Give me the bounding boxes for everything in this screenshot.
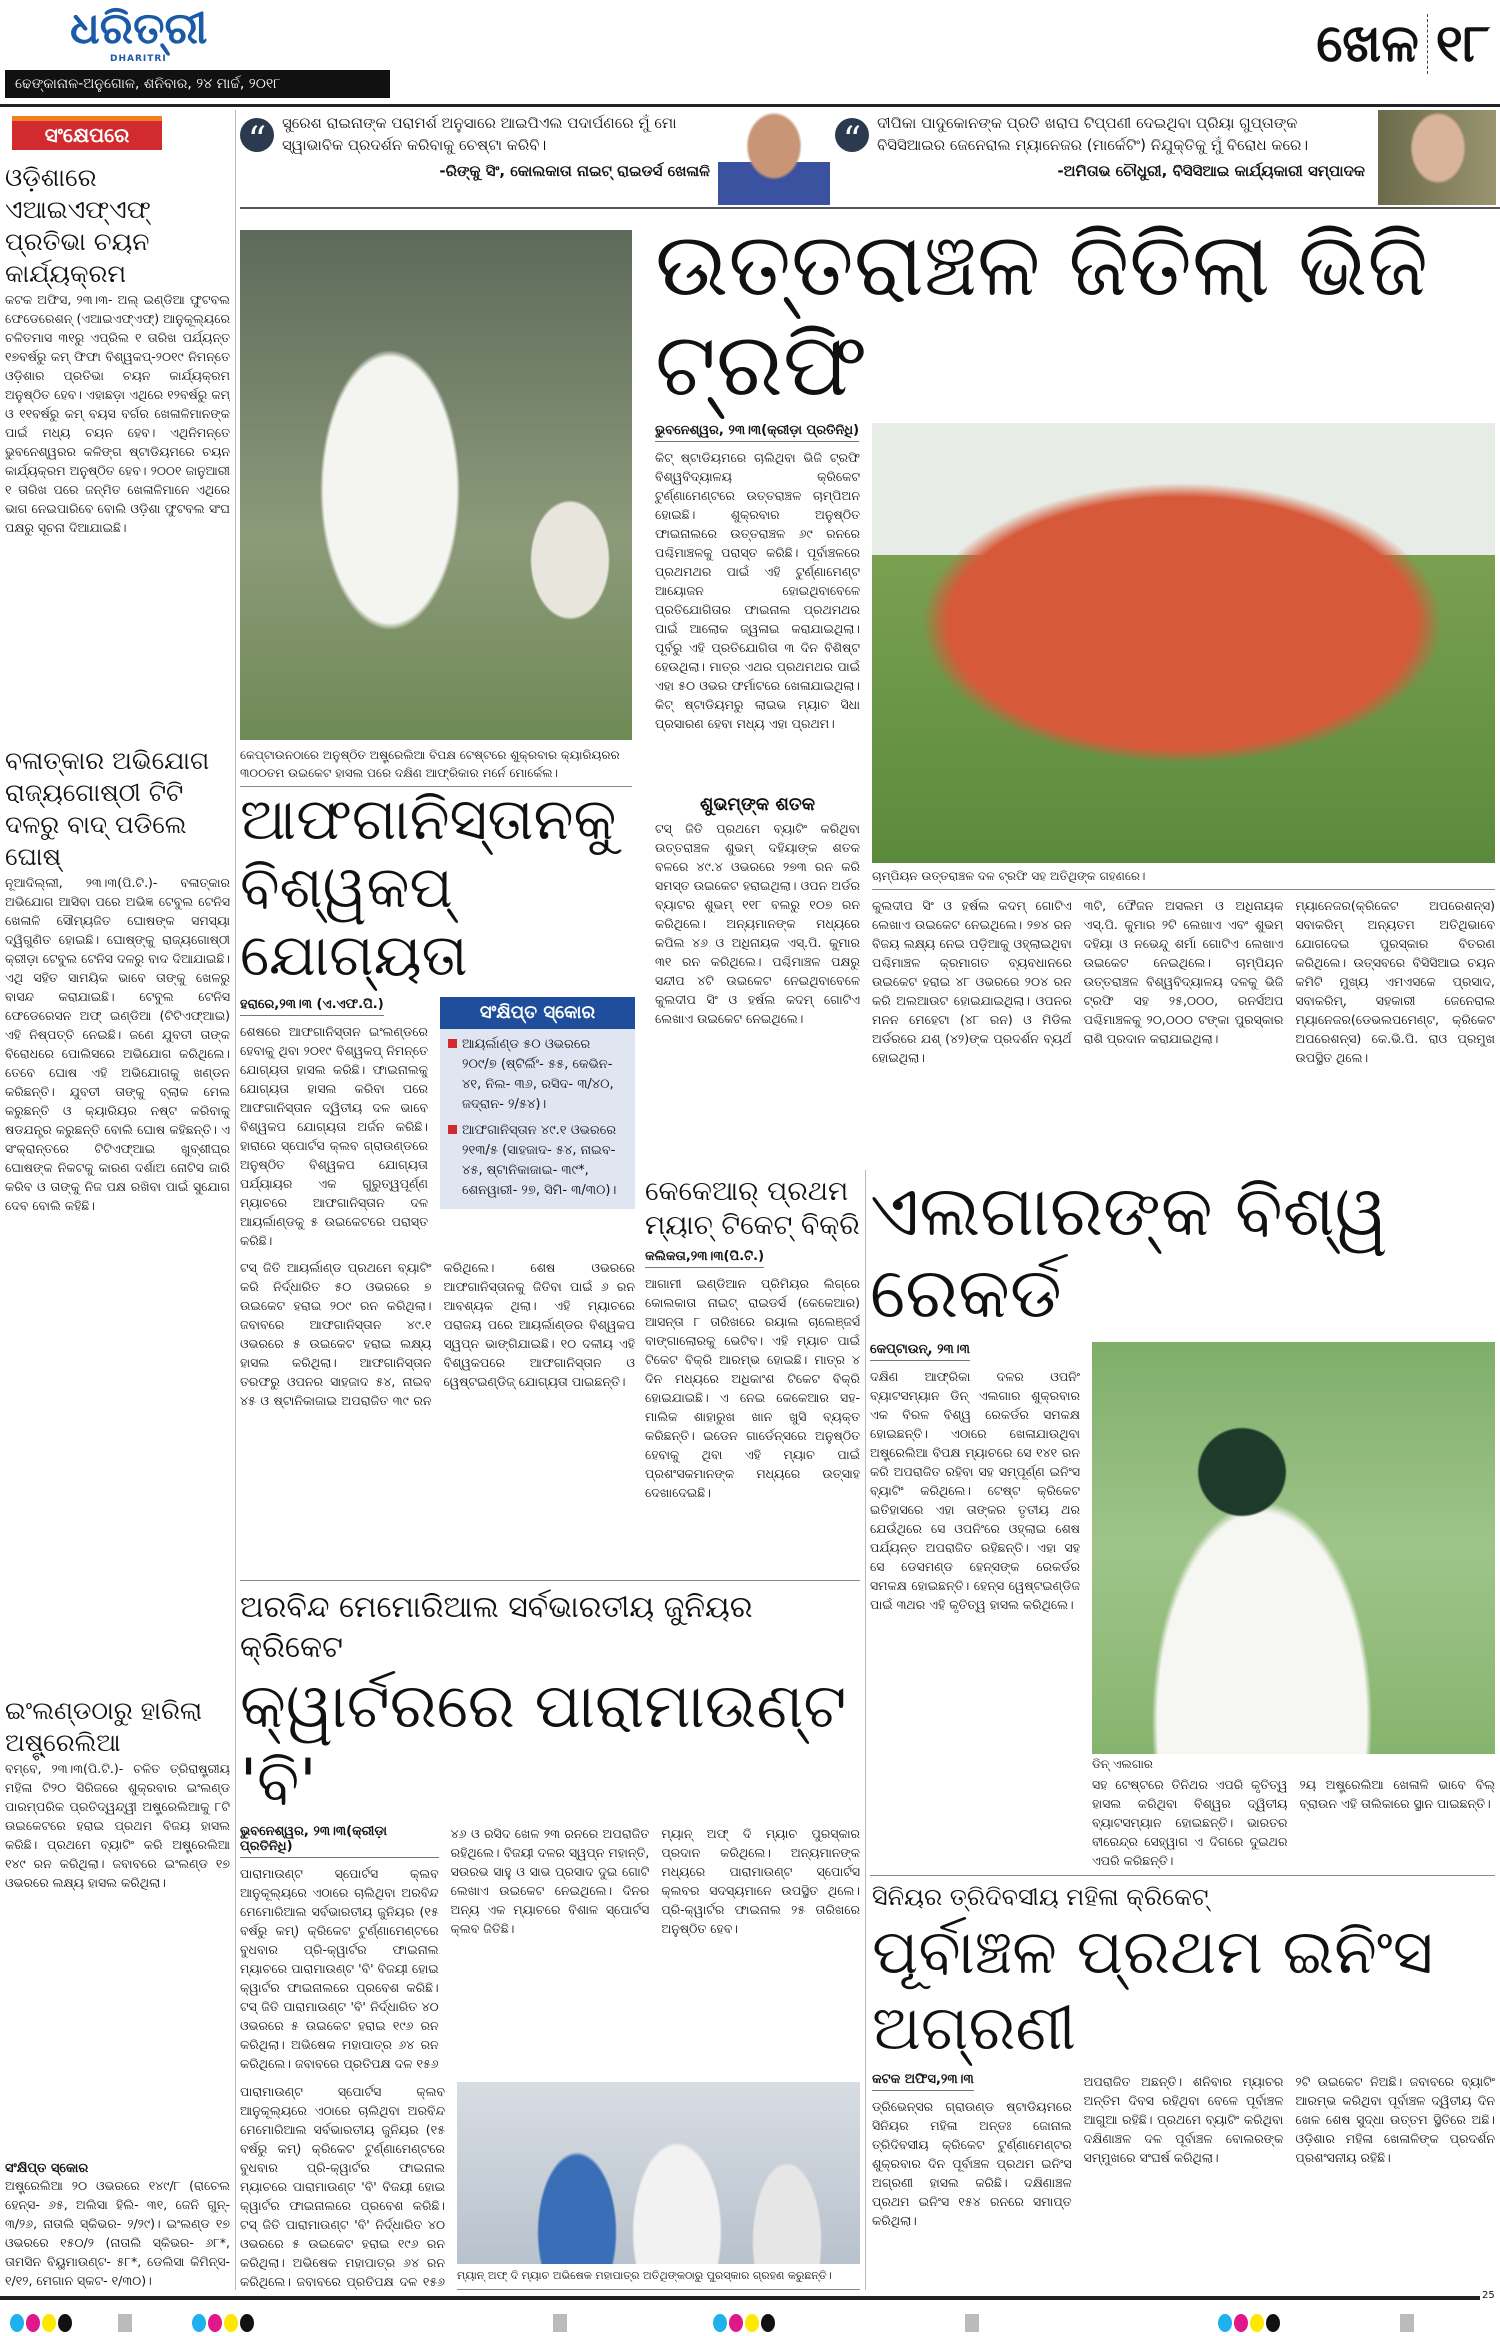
women-story bbox=[872, 1880, 1495, 2290]
elgar-article: କେପ୍‌ଟାଉନ୍, ୨୩।୩ ଦକ୍ଷିଣ ଆଫ୍ରିକା ଦଳର ଓପନିଂ ବ୍ୟାଟସମ୍ୟାନ ଡିନ୍ ଏଲଗାର ଶୁକ୍ରବାର ଏକ ବିରଳ ବିଶ୍ୱ ରେକର୍ଡର ସମକକ୍ଷ ହୋଇଛନ୍ତି। ଏଠାରେ ଖେଳାଯାଉଥିବା ଅଷ୍ଟ୍ରେଲିଆ ବିପକ୍ଷ ମ୍ୟାଚରେ ସେ ୧୪୧ ରନ କରି ଅପରାଜିତ ରହିବା ସହ ସମ୍ପୂର୍ଣ୍ଣ ଇନିଂସ ବ୍ୟାଟିଂ କରିଥିଲେ। ଟେଷ୍ଟ କ୍ରିକେଟ ଇତିହାସରେ ଏହା ତାଙ୍କର ତୃତୀୟ ଥର ଯେଉଁଥିରେ ସେ ଓପନିଂରେ ଓହ୍ଲାଇ ଶେଷ ପର୍ଯ୍ୟନ୍ତ ଅପରାଜିତ ରହିଛନ୍ତି। ଏହା ସହ ସେ ଡେସମଣ୍ଡ ହେନ୍ସଙ୍କ ରେକର୍ଡର ସମକକ୍ଷ ହୋଇଛନ୍ତି। ହେନ୍ସ ୱେଷ୍ଟଇଣ୍ଡିଜ ପାଇଁ ୩ଥର ଏହି କୃତିତ୍ୱ ହାସଲ କରିଥିଲେ। bbox=[870, 1342, 1080, 1612]
quote-amitabh: “ ଦୀପିକା ପାଦୁକୋନଙ୍କ ପ୍ରତି ଖରାପ ଟିପ୍ପଣୀ ଦେଇଥିବା ପ୍ରିୟା ଗୁପ୍ତାଙ୍କ ବିସିସିଆଇର ଜେନେରାଲ ମ୍ୟାନେଜର (ମାର୍କେଟିଂ) ନିଯୁକ୍ତିକୁ ମୁଁ ବିରୋଧ କରେ। -ଅମିତାଭ ଚୌଧୁରୀ, ବିସିସିଆଇ କାର୍ଯ୍ୟକାରୀ ସମ୍ପାଦକ bbox=[835, 112, 1365, 182]
kkr-headline: କେକେଆର୍ ପ୍ରଥମ ମ୍ୟାଚ୍ ଟିକେଟ୍ ବିକ୍ରି bbox=[645, 1176, 860, 1241]
page-number: ୧୮ bbox=[1435, 14, 1490, 74]
column-rule bbox=[235, 110, 236, 2290]
aurobindo-headline: କ୍ୱାର୍ଟରରେ ପାରାମାଉଣ୍ଟ 'ବି' bbox=[240, 1669, 847, 1818]
quote-rinku: “ ସୁରେଶ ରାଇନାଙ୍କ ପରାମର୍ଶ ଅନୁସାରେ ଆଇପିଏଲ ପଦାର୍ପଣରେ ମୁଁ ମୋ ସ୍ୱାଭାବିକ ପ୍ରଦର୍ଶନ କରିବାକୁ ଚେଷ୍ଟା କରିବି। -ରିଙ୍କୁ ସିଂ, କୋଲକାତା ନାଇଟ୍ ରାଇଡର୍ସ ଖେଳାଳି bbox=[240, 112, 710, 182]
footer-rule bbox=[0, 2296, 1480, 2300]
award-photo bbox=[457, 2082, 860, 2264]
registration-marks bbox=[192, 2314, 256, 2336]
afghan-article-cont: ଟସ୍ ଜିତି ଆୟର୍ଲାଣ୍ଡ ପ୍ରଥମେ ବ୍ୟାଟିଂ କରି ନିର୍ଦ୍ଧାରିତ ୫୦ ଓଭରରେ ୭ ଉଇକେଟ ହରାଇ ୨୦୯ ରନ କରିଥିଲା। ଜବାବରେ ଆଫଗାନିସ୍ତାନ ୪୯.୧ ଓଭରରେ ୫ ଉଇକେଟ ହରାଇ ଲକ୍ଷ୍ୟ ହାସଲ କରିଥିଲା। ଆଫଗାନିସ୍ତାନ ତରଫରୁ ଓପନର ସାହଜାଦ ୫୪, ନାଇବ ୪୫ ଓ ଷ୍ଟାନିକାଜାଇ ଅପରାଜିତ ୩୯ ରନ କରିଥିଲେ। ଶେଷ ଓଭରରେ ଆଫଗାନିସ୍ତାନକୁ ଜିତିବା ପାଇଁ ୬ ରନ ଆବଶ୍ୟକ ଥିଲା। ଏହି ମ୍ୟାଚରେ ପରାଜୟ ପରେ ଆୟର୍ଲାଣ୍ଡର ବିଶ୍ୱକପ ସ୍ୱପ୍ନ ଭାଙ୍ଗିଯାଇଛି। ୧୦ ଦଳୀୟ ଏହି ବିଶ୍ୱକପରେ ଆଫଗାନିସ୍ତାନ ଓ ୱେଷ୍ଟଇଣ୍ଡିଜ୍ ଯୋଗ୍ୟତା ପାଇଛନ୍ତି। bbox=[240, 1260, 635, 1408]
rinku-singh-photo bbox=[718, 110, 830, 205]
dharitri-logo: ଧରିତ୍ରୀ DHARITRI bbox=[70, 3, 208, 64]
column-rule bbox=[865, 1170, 866, 2290]
registration-mark bbox=[965, 2314, 979, 2332]
masthead-rule bbox=[0, 104, 1500, 107]
registration-mark bbox=[553, 2314, 567, 2332]
registration-marks bbox=[713, 2314, 777, 2336]
quote-icon: “ bbox=[835, 118, 869, 152]
team-photo-caption: ଚାମ୍ପିୟନ ଉତ୍ତରାଞ୍ଚଳ ଦଳ ଟ୍ରଫି ସହ ଅତିଥିଙ୍କ ଗହଣରେ। bbox=[872, 867, 1495, 890]
aurobindo-article: ଭୁବନେଶ୍ୱର, ୨୩।୩(କ୍ରୀଡ଼ା ପ୍ରତିନିଧି) ପାରାମାଉଣ୍ଟ ସ୍ପୋର୍ଟସ କ୍ଲବ ଆନୁକୂଲ୍ୟରେ ଏଠାରେ ଚାଲିଥିବା ଅରବିନ୍ଦ ମେମୋରିଆଲ ସର୍ବଭାରତୀୟ ଜୁନିୟର (୧୫ ବର୍ଷରୁ କମ୍) କ୍ରିକେଟ ଟୁର୍ଣ୍ଣାମେଣ୍ଟରେ ବୁଧବାର ପ୍ରି-କ୍ୱାର୍ଟର ଫାଇନାଲ ମ୍ୟାଚରେ ପାରାମାଉଣ୍ଟ 'ବି' ବିଜୟୀ ହୋଇ କ୍ୱାର୍ଟର ଫାଇନାଲରେ ପ୍ରବେଶ କରିଛି। ଟସ୍ ଜିତି ପାରାମାଉଣ୍ଟ 'ବି' ନିର୍ଦ୍ଧାରିତ ୪୦ ଓଭରରେ ୫ ଉଇକେଟ ହରାଇ ୧୯୬ ରନ କରିଥିଲା। ଅଭିଷେକ ମହାପାତ୍ର ୬୪ ରନ କରିଥିଲେ। ଜବାବରେ ପ୍ରତିପକ୍ଷ ଦଳ ୧୫୬ ୪୬ ଓ ରସିଦ ଖେଳ ୨୩ ରନରେ ଅପରାଜିତ ରହିଥିଲେ। ବିଜୟୀ ଦଳର ସ୍ୱପ୍ନ ମହାନ୍ତି, ସଉରଭ ସାହୁ ଓ ସାଭ ପ୍ରସାଦ ଦୁଇ ଗୋଟି ଲେଖାଏ ଉଇକେଟ ନେଇଥିଲେ। ଦିନର ଅନ୍ୟ ଏକ ମ୍ୟାଚରେ ବିଶାଳ ସ୍ପୋର୍ଟସ କ୍ଲବ ଜିତିଛି। ମ୍ୟାନ୍ ଅଫ୍ ଦି ମ୍ୟାଚ ପୁରସ୍କାର ପ୍ରଦାନ କରିଥିଲେ। ଅନ୍ୟମାନଙ୍କ ମଧ୍ୟରେ ପାରାମାଉଣ୍ଟ ସ୍ପୋର୍ଟସ କ୍ଲବର ସଦସ୍ୟମାନେ ଉପସ୍ଥିତ ଥିଲେ। ପ୍ରି-କ୍ୱାର୍ଟର ଫାଇନାଲ ୨୫ ତାରିଖରେ ଅନୁଷ୍ଠିତ ହେବ। bbox=[240, 1824, 860, 2071]
section-header bbox=[1316, 14, 1490, 74]
registration-marks bbox=[10, 2314, 74, 2336]
vizzy-article: ଭୁବନେଶ୍ୱର, ୨୩।୩(କ୍ରୀଡ଼ା ପ୍ରତିନିଧି) କିଟ୍ ଷ୍ଟାଡିୟମରେ ଚାଲିଥିବା ଭିଜି ଟ୍ରଫି ବିଶ୍ୱବିଦ୍ୟାଳୟ କ୍ରିକେଟ ଟୁର୍ଣ୍ଣାମେଣ୍ଟରେ ଉତ୍ତରାଞ୍ଚଳ ଚାମ୍ପିଅନ ହୋଇଛି। ଶୁକ୍ରବାର ଅନୁଷ୍ଠିତ ଫାଇନାଲରେ ଉତ୍ତରାଞ୍ଚଳ ୬୯ ରନରେ ପଶ୍ଚିମାଞ୍ଚଳକୁ ପରାସ୍ତ କରିଛି। ପୂର୍ବାଞ୍ଚଳରେ ପ୍ରଥମଥର ପାଇଁ ଏହି ଟୁର୍ଣ୍ଣାମେଣ୍ଟ ଆୟୋଜନ ହୋଇଥିବାବେଳେ ପ୍ରତିଯୋଗିତାର ଫାଇନାଲ ପ୍ରଥମଥର ପାଇଁ ଆଲୋକ ଜ୍ୱଳାଇ କରାଯାଇଥିଲା। ପୂର୍ବରୁ ଏହି ପ୍ରତିଯୋଗିତା ୩ ଦିନ ବିଶିଷ୍ଟ ହେଉଥିଲା। ମାତ୍ର ଏଥର ପ୍ରଥମଥର ପାଇଁ ଏହା ୫୦ ଓଭର ଫର୍ମାଟରେ ଖେଳାଯାଇଥିଲା। କିଟ୍ ଷ୍ଟାଡିୟମରୁ ଲାଇଭ ମ୍ୟାଚ ସିଧା ପ୍ରସାରଣ ହେବା ମଧ୍ୟ ଏହା ପ୍ରଥମ। ଶୁଭମ୍‌ଙ୍କ ଶତକ ଟସ୍ ଜିତି ପ୍ରଥମେ ବ୍ୟାଟିଂ କରିଥିବା ଉତ୍ତରାଞ୍ଚଳ ଶୁଭମ୍ ଦହିୟାଙ୍କ ଶତକ ବଳରେ ୪୯.୪ ଓଭରରେ ୨୭୩ ରନ କରି ସମସ୍ତ ଉଇକେଟ ହରାଇଥିଲା। ଓପନ ଅର୍ଡର ବ୍ୟାଟର ଶୁଭମ୍ ୧୧୮ ବଲରୁ ୧୦୭ ରନ କରିଥିଲେ। ଅନ୍ୟମାନଙ୍କ ମଧ୍ୟରେ କପିଲ ୪୬ ଓ ଅଧିନାୟକ ଏସ୍.ପି. କୁମାର ୩୧ ରନ କରିଥିଲେ। ପଶ୍ଚିମାଞ୍ଚଳ ପକ୍ଷରୁ ସନ୍ଦୀପ ୪ଟି ଉଇକେଟ ନେଇଥିବାବେଳେ କୁଲଦୀପ ସିଂ ଓ ହର୍ଷଲ କଦମ୍ ଗୋଟିଏ ଲେଖାଏ ଉଇକେଟ ନେଇଥିଲେ। bbox=[655, 423, 860, 1026]
elgar-photo-caption: ଡିନ୍ ଏଲଗାର bbox=[1092, 1757, 1153, 1771]
kkr-story: କେକେଆର୍ ପ୍ରଥମ ମ୍ୟାଚ୍ ଟିକେଟ୍ ବିକ୍ରି କଲିକତା,୨୩।୩(ପି.ଟି.) ଆଗାମୀ ଇଣ୍ଡିଆନ ପ୍ରିମିୟର ଲିଗ୍‌ରେ କୋଲକାତା ନାଇଟ୍ ରାଇଡର୍ସ (କେକେଆର) ଆସନ୍ତା ୮ ତାରିଖରେ ରୟାଲ ଚାଲେଞ୍ଜର୍ସ ବାଙ୍ଗାଲୋରକୁ ଭେଟିବ। ଏହି ମ୍ୟାଚ ପାଇଁ ଟିକେଟ ବିକ୍ରି ଆରମ୍ଭ ହୋଇଛି। ମାତ୍ର ୪ ଦିନ ମଧ୍ୟରେ ଅଧିକାଂଶ ଟିକେଟ ବିକ୍ରି ହୋଇଯାଇଛି। ଏ ନେଇ କେକେଆର ସହ-ମାଲିକ ଶାହାରୁଖ ଖାନ ଖୁସି ବ୍ୟକ୍ତ କରିଛନ୍ତି। ଇଡେନ ଗାର୍ଡେନ୍ସରେ ଅନୁଷ୍ଠିତ ହେବାକୁ ଥିବା ଏହି ମ୍ୟାଚ ପାଇଁ ପ୍ରଶଂସକମାନଙ୍କ ମଧ୍ୟରେ ଉତ୍ସାହ ଦେଖାଦେଇଛି। bbox=[645, 1175, 860, 1575]
brief-aiff: ଓଡ଼ିଶାରେ ଏଆଇଏଫ୍ଏଫ୍ ପ୍ରତିଭା ଚୟନ କାର୍ଯ୍ୟକ୍ରମ କଟକ ଅଫିସ, ୨୩।୩- ଅଲ୍ ଇଣ୍ଡିଆ ଫୁଟବଲ ଫେଡେରେଶନ୍ (ଏଆଇଏଫ୍ଏଫ୍) ଆନୁକୂଲ୍ୟରେ ଚଳିତମାସ ୩୧ରୁ ଏପ୍ରିଲ ୧ ତାରିଖ ପର୍ଯ୍ୟନ୍ତ ୧୭ବର୍ଷରୁ କମ୍ ଫିଫା ବିଶ୍ୱକପ୍-୨୦୧୯ ନିମନ୍ତେ ଓଡ଼ିଶାର ପ୍ରତିଭା ଚୟନ କାର୍ଯ୍ୟକ୍ରମ ଅନୁଷ୍ଠିତ ହେବ। ଏହାଛଡ଼ା ଏଥିରେ ୧୨ବର୍ଷରୁ କମ୍ ଓ ୧୧ବର୍ଷରୁ କମ୍ ବୟସ ବର୍ଗର ଖେଳାଳିମାନଙ୍କ ପାଇଁ ମଧ୍ୟ ଚୟନ ହେବ। ଏଥିନିମନ୍ତେ ଭୁବନେଶ୍ୱରର କଳିଙ୍ଗ ଷ୍ଟାଡିୟମରେ ଚୟନ କାର୍ଯ୍ୟକ୍ରମ ଅନୁଷ୍ଠିତ ହେବ। ୨୦୦୧ ଜାନୁଆରୀ ୧ ତାରିଖ ପରେ ଜନ୍ମିତ ଖେଳାଳିମାନେ ଏଥିରେ ଭାଗ ନେଇପାରିବେ ବୋଲି ଓଡ଼ିଶା ଫୁଟବଲ ସଂଘ ପକ୍ଷରୁ ସୂଚନା ଦିଆଯାଇଛି। bbox=[5, 163, 230, 535]
registration-mark bbox=[118, 2314, 132, 2332]
elgar-headline: ଏଲଗାରଙ୍କ ବିଶ୍ୱ ରେକର୍ଡ bbox=[870, 1170, 1388, 1334]
dean-elgar-photo bbox=[1092, 1342, 1495, 1754]
brief-england: ଇଂଲଣ୍ଡଠାରୁ ହାରିଲା ଅଷ୍ଟ୍ରେଲିଆ ବମ୍ବେ, ୨୩।୩(ପି.ଟି.)- ଚଳିତ ତ୍ରିରାଷ୍ଟ୍ରୀୟ ମହିଳା ଟି୨୦ ସିରିଜରେ ଶୁକ୍ରବାର ଇଂଲଣ୍ଡ ପାରମ୍ପରିକ ପ୍ରତିଦ୍ୱନ୍ଦ୍ୱୀ ଅଷ୍ଟ୍ରେଲିଆକୁ ୮ଟି ଉଇକେଟରେ ହରାଇ ପ୍ରଥମ ବିଜୟ ହାସଲ କରିଛି। ପ୍ରଥମେ ବ୍ୟାଟିଂ କରି ଅଷ୍ଟ୍ରେଲିଆ ୧୪୯ ରନ କରିଥିଲା। ଜବାବରେ ଇଂଲଣ୍ଡ ୧୭ ଓଭରରେ ଲକ୍ଷ୍ୟ ହାସଲ କରିଥିଲା। ସଂକ୍ଷିପ୍ତ ସ୍କୋର ଅଷ୍ଟ୍ରେଲିଆ ୨୦ ଓଭରରେ ୧୪୯/୮ (ରାଚେଲ ହେନ୍ସ- ୬୫, ଅଲିସା ହିଲି- ୩୧, ଜେନି ଗୁନ୍- ୩/୨୬, ନାତାଲି ସ୍କିଭର- ୨/୨୯)। ଇଂଲଣ୍ଡ ୧୭ ଓଭରରେ ୧୫୦/୨ (ନାତାଲି ସ୍କିଭର- ୬୮*, ତାମସିନ ବିୟୁମାଉଣ୍ଟ- ୫୮*, ଡେଲିସା କିମିନ୍ସ- ୧/୧୨, ମେଗାନ ସ୍କଟ- ୧/୩୦)। bbox=[5, 1696, 230, 2288]
afghan-score-box: ସଂକ୍ଷିପ୍ତ ସ୍କୋର ଆୟର୍ଲାଣ୍ଡ ୫୦ ଓଭରରେ ୨୦୯/୭ (ଷ୍ଟିର୍ଲିଂ- ୫୫, କେଭିନ- ୪୧, ନିଲ- ୩୬, ରସିଦ- ୩/୪୦, ଜଦ୍ରାନ- ୨/୫୪)। ଆଫଗାନିସ୍ତାନ ୪୯.୧ ଓଭରରେ ୨୧୩/୫ (ସାହଜାଦ- ୫୪, ନାଇବ- ୪୫, ଷ୍ଟାନିକାଜାଇ- ୩୯*, ଶେନୱାରୀ- ୨୭, ସିମି- ୩/୩୦)। bbox=[440, 997, 635, 1209]
registration-mark bbox=[1400, 2314, 1414, 2332]
afghan-story bbox=[240, 785, 635, 1575]
afghan-headline: ଆଫଗାନିସ୍ତାନକୁ ବିଶ୍ୱକପ୍ ଯୋଗ୍ୟତା bbox=[240, 785, 617, 989]
vizzy-continued: କୁଲଦୀପ ସିଂ ଓ ହର୍ଷଲ କଦମ୍ ଗୋଟିଏ ଲେଖାଏ ଉଇକେଟ ନେଇଥିଲେ। ୨୭୪ ରନ ବିଜୟ ଲକ୍ଷ୍ୟ ନେଇ ପଡ଼ିଆକୁ ଓହ୍ଲାଇଥିବା ପଶ୍ଚିମାଞ୍ଚଳ କ୍ରମାଗତ ବ୍ୟବଧାନରେ ଉଇକେଟ ହରାଇ ୪୮ ଓଭରରେ ୨୦୪ ରନ କରି ଅଲଆଉଟ ହୋଇଯାଇଥିଲା। ଓପନର ମନନ ମେହେଟା (୪୮ ରନ) ଓ ମିଡିଲ ଅର୍ଡରରେ ଯଶ୍ (୪୨)ଙ୍କ ପ୍ରଦର୍ଶନ ବ୍ୟର୍ଥ ହୋଇଥିଲା। ୩ଟି, ଫୈଜନ ଅସଲମ ଓ ଅଧିନାୟକ ଏସ୍.ପି. କୁମାର ୨ଟି ଲେଖାଏ ଏବଂ ଶୁଭମ୍ ଦହିୟା ଓ ନଭେନ୍ଦୁ ଶର୍ମା ଗୋଟିଏ ଲେଖାଏ ଉଇକେଟ ନେଇଥିଲେ। ଚାମ୍ପିୟନ ଉତ୍ତରାଞ୍ଚଳ ବିଶ୍ୱବିଦ୍ୟାଳୟ ଦଳକୁ ଭିଜି ଟ୍ରଫି ସହ ୨୫,୦୦୦, ରନର୍ସଅପ ପଶ୍ଚିମାଞ୍ଚଳକୁ ୨୦,୦୦୦ ଟଙ୍କା ପୁରସ୍କାର ରାଶି ପ୍ରଦାନ କରାଯାଇଥିଲା। ମ୍ୟାନେଜର(କ୍ରିକେଟ ଅପରେଶନ୍ସ) ସବାକରିମ୍ ଅନ୍ୟତମ ଅତିଥିଭାବେ ଯୋଗଦେଇ ପୁରସ୍କାର ବିତରଣ କରିଥିଲେ। ଉତ୍ସବରେ ବିସିସିଆଇ ଚୟନ କମିଟି ମୁଖ୍ୟ ଏମଏସକେ ପ୍ରସାଦ, ସବାକରିମ୍, ସହକାରୀ ଜେନେରାଲ ମ୍ୟାନେଜର(ଡେଭଲପମେଣ୍ଟ, କ୍ରିକେଟ ଅପରେଶନ୍ସ) କେ.ଭି.ପି. ରାଓ ପ୍ରମୁଖ ଉପସ୍ଥିତ ଥିଲେ। bbox=[872, 898, 1495, 1065]
award-photo-caption: ମ୍ୟାନ୍ ଅଫ୍ ଦି ମ୍ୟାଚ ଅଭିଷେକ ମହାପାତ୍ର ଅତିଥିଙ୍କଠାରୁ ପୁରସ୍କାର ଗ୍ରହଣ କରୁଛନ୍ତି। bbox=[457, 2267, 860, 2290]
aurobindo-story bbox=[240, 1588, 860, 2290]
aurobindo-kicker: ଅରବିନ୍ଦ ମେମୋରିଆଲ ସର୍ବଭାରତୀୟ ଜୁନିୟର କ୍ରିକେଟ bbox=[240, 1590, 753, 1665]
afghan-article: ହରାରେ,୨୩।୩ (ଏ.ଏଫ.ପି.) ଶେଷରେ ଆଫଗାନିସ୍ତାନ ଇଂଲଣ୍ଡରେ ହେବାକୁ ଥିବା ୨୦୧୯ ବିଶ୍ୱକପ୍ ନିମନ୍ତେ ଯୋଗ୍ୟତା ହାସଲ କରିଛି। ଫାଇନାଲକୁ ଯୋଗ୍ୟତା ହାସଲ କରିବା ପରେ ଆଫଗାନିସ୍ତାନ ଦ୍ୱିତୀୟ ଦଳ ଭାବେ ବିଶ୍ୱକପ ଯୋଗ୍ୟତା ଅର୍ଜନ କରିଛି। ହାରାରେ ସ୍ପୋର୍ଟସ କ୍ଲବ ଗ୍ରାଉଣ୍ଡରେ ଅନୁଷ୍ଠିତ ବିଶ୍ୱକପ ଯୋଗ୍ୟତା ପର୍ଯ୍ୟାୟର ଏକ ଗୁରୁତ୍ୱପୂର୍ଣ୍ଣ ମ୍ୟାଚରେ ଆଫଗାନିସ୍ତାନ ଦଳ ଆୟର୍ଲାଣ୍ଡକୁ ୫ ଉଇକେଟରେ ପରାସ୍ତ କରିଛି। bbox=[240, 997, 428, 1248]
divider bbox=[240, 207, 1500, 209]
quote-icon: “ bbox=[240, 118, 274, 152]
morkel-caption: କେପ୍‌ଟାଉନଠାରେ ଅନୁଷ୍ଠିତ ଅଷ୍ଟ୍ରେଲିଆ ବିପକ୍ଷ ଟେଷ୍ଟରେ ଶୁକ୍ରବାର କ୍ୟାରିୟରର ୩୦୦ତମ ଉଇକେଟ ହାସଲ ପରେ ଦକ୍ଷିଣ ଆଫ୍ରିକାର ମର୍ନେ ମୋର୍କେଲ। bbox=[240, 746, 632, 787]
vizzy-headline: ଉତ୍ତରାଞ୍ଚଳ ଜିତିଲା ଭିଜି ଟ୍ରଫି bbox=[655, 215, 1429, 416]
brief-ghosh: ବଳାତ୍କାର ଅଭିଯୋଗ ରାଜ୍ୟଗୋଷ୍ଠୀ ଟିଟି ଦଳରୁ ବାଦ୍ ପଡିଲେ ଘୋଷ୍ ନୂଆଦିଲ୍ଲୀ, ୨୩।୩(ପି.ଟି.)- ବଳାତ୍କାର ଅଭିଯୋଗ ଆସିବା ପରେ ଅଭିଜ୍ଞ ଟେବୁଲ ଟେନିସ ଖେଳାଳି ସୌମ୍ୟଜିତ ଘୋଷଙ୍କ ସମସ୍ୟା ଦ୍ୱିଗୁଣିତ ହୋଇଛି। ଘୋଷ୍‌ଙ୍କୁ ରାଜ୍ୟଗୋଷ୍ଠୀ କ୍ରୀଡ଼ା ଟେବୁଲ ଟେନିସ ଦଳରୁ ବାଦ ଦିଆଯାଇଛି। ଏଥି ସହିତ ସାମୟିକ ଭାବେ ତାଙ୍କୁ ଖେଳରୁ ବାସନ୍ଦ କରାଯାଇଛି। ଟେବୁଲ ଟେନିସ ଫେଡେରେସନ ଅଫ୍ ଇଣ୍ଡିଆ (ଟିଟିଏଫ୍ଆଇ) ଏହି ନିଷ୍ପତ୍ତି ନେଇଛି। ଜଣେ ଯୁବତୀ ତାଙ୍କ ବିରୋଧରେ ପୋଲିସରେ ଅଭିଯୋଗ କରିଥିଲେ। ତେବେ ଘୋଷ ଏହି ଅଭିଯୋଗକୁ ଖଣ୍ଡନ କରିଛନ୍ତି। ଯୁବତୀ ତାଙ୍କୁ ବ୍ଲାକ ମେଲ କରୁଛନ୍ତି ଓ କ୍ୟାରିୟର ନଷ୍ଟ କରିବାକୁ ଷଡଯନ୍ତ୍ର କରୁଛନ୍ତି ବୋଲି ଘୋଷ କହିଛନ୍ତି। ଏ ସଂକ୍ରାନ୍ତରେ ଟିଟିଏଫ୍ଆଇ ଖୁବ୍‌ଶୀଘ୍ର ଘୋଷଙ୍କ ନିକଟକୁ କାରଣ ଦର୍ଶାଅ ନୋଟିସ ଜାରି କରିବ ଓ ତାଙ୍କୁ ନିଜ ପକ୍ଷ ରଖିବା ପାଇଁ ସୁଯୋଗ ଦେବ ବୋଲି କହିଛି। bbox=[5, 746, 230, 1213]
women-kicker: ସିନିୟର ତ୍ରିଦିବସୀୟ ମହିଳା କ୍ରିକେଟ୍ bbox=[872, 1883, 1209, 1911]
aurobindo-article-cont: ପାରାମାଉଣ୍ଟ ସ୍ପୋର୍ଟସ କ୍ଲବ ଆନୁକୂଲ୍ୟରେ ଏଠାରେ ଚାଲିଥିବା ଅରବିନ୍ଦ ମେମୋରିଆଲ ସର୍ବଭାରତୀୟ ଜୁନିୟର (୧୫ ବର୍ଷରୁ କମ୍) କ୍ରିକେଟ ଟୁର୍ଣ୍ଣାମେଣ୍ଟରେ ବୁଧବାର ପ୍ରି-କ୍ୱାର୍ଟର ଫାଇନାଲ ମ୍ୟାଚରେ ପାରାମାଉଣ୍ଟ 'ବି' ବିଜୟୀ ହୋଇ କ୍ୱାର୍ଟର ଫାଇନାଲରେ ପ୍ରବେଶ କରିଛି। ଟସ୍ ଜିତି ପାରାମାଉଣ୍ଟ 'ବି' ନିର୍ଦ୍ଧାରିତ ୪୦ ଓଭରରେ ୫ ଉଇକେଟ ହରାଇ ୧୯୬ ରନ କରିଥିଲା। ଅଭିଷେକ ମହାପାତ୍ର ୬୪ ରନ କରିଥିଲେ। ଜବାବରେ ପ୍ରତିପକ୍ଷ ଦଳ ୧୫୬ bbox=[240, 2084, 445, 2289]
team-photo bbox=[872, 423, 1495, 863]
elgar-continued: ସହ ଟେଷ୍ଟରେ ତିନିଥର ଏପରି କୃତିତ୍ୱ ହାସଲ କରିଥିବା ବିଶ୍ୱର ଦ୍ୱିତୀୟ ବ୍ୟାଟସମ୍ୟାନ ହୋଇଛନ୍ତି। ଭାରତର ବୀରେନ୍ଦ୍ର ସେହ୍‌ୱାଗ ଏ ଦିଗରେ ଦୁଇଥର ଏପରି କରିଛନ୍ତି। ୨ୟ ଅଷ୍ଟ୍ରେଲିଆ ଖେଳାଳି ଭାବେ ବିଲ୍ ବ୍ରାଉନ ଏହି ତାଲିକାରେ ସ୍ଥାନ ପାଇଛନ୍ତି। bbox=[1092, 1777, 1495, 1868]
morne-morkel-photo bbox=[240, 230, 632, 740]
divider bbox=[870, 1875, 1495, 1876]
women-headline: ପୂର୍ବାଞ୍ଚଳ ପ୍ରଥମ ଇନିଂସ ଅଗ୍ରଣୀ bbox=[872, 1915, 1434, 2064]
edition-date-bar: ଢେଙ୍କାନାଳ-ଅନୁଗୋଳ, ଶନିବାର, ୨୪ ମାର୍ଚ୍ଚ, ୨୦୧୮ bbox=[5, 70, 390, 98]
folio: 25 bbox=[1482, 2290, 1495, 2301]
briefs-badge: ସଂକ୍ଷେପରେ bbox=[12, 116, 162, 150]
women-article: କଟକ ଅଫିସ,୨୩।୩ ଡ୍ରିଭେନ୍‌ସର ଗ୍ରାଉଣ୍ଡ ଷ୍ଟାଡିୟମରେ ସିନିୟର ମହିଳା ଅନ୍ତଃ ଜୋନାଲ ତ୍ରିଦିବସୀୟ କ୍ରିକେଟ ଟୁର୍ଣ୍ଣାମେଣ୍ଟର ଶୁକ୍ରବାର ଦିନ ପୂର୍ବାଞ୍ଚଳ ପ୍ରଥମ ଇନିଂସ ଅଗ୍ରଣୀ ହାସଲ କରିଛି। ଦକ୍ଷିଣାଞ୍ଚଳ ପ୍ରଥମ ଇନିଂସ ୧୫୪ ରନରେ ସମାପ୍ତ କରିଥିଲା। ଅପରାଜିତ ଅଛନ୍ତି। ଶନିବାର ମ୍ୟାଚର ଅନ୍ତିମ ଦିବସ ରହିଥିବା ବେଳେ ପୂର୍ବାଞ୍ଚଳ ଆଗୁଆ ରହିଛି। ପ୍ରଥମେ ବ୍ୟାଟିଂ କରିଥିବା ଦକ୍ଷିଣାଞ୍ଚଳ ଦଳ ପୂର୍ବାଞ୍ଚଳ ବୋଲରଙ୍କ ସମ୍ମୁଖରେ ସଂଘର୍ଷ କରିଥିଲା। ୨ଟି ଉଇକେଟ ନିଅଛି। ଜବାବରେ ବ୍ୟାଟିଂ ଆରମ୍ଭ କରିଥିବା ପୂର୍ବାଞ୍ଚଳ ଦ୍ୱିତୀୟ ଦିନ ଖେଳ ଶେଷ ସୁଦ୍ଧା ଉତ୍ତମ ସ୍ଥିତିରେ ଅଛି। ଓଡ଼ିଶାର ମହିଳା ଖେଳାଳିଙ୍କ ପ୍ରଦର୍ଶନ ପ୍ରଶଂସନୀୟ ରହିଛି। bbox=[872, 2072, 1495, 2228]
amitabh-chaudhary-photo bbox=[1378, 110, 1496, 205]
vizzy-story bbox=[645, 215, 1495, 1160]
registration-marks bbox=[1218, 2314, 1282, 2336]
divider bbox=[240, 1580, 860, 1581]
kkr-article: ଆଗାମୀ ଇଣ୍ଡିଆନ ପ୍ରିମିୟର ଲିଗ୍‌ରେ କୋଲକାତା ନାଇଟ୍ ରାଇଡର୍ସ (କେକେଆର) ଆସନ୍ତା ୮ ତାରିଖରେ ରୟାଲ ଚାଲେଞ୍ଜର୍ସ ବାଙ୍ଗାଲୋରକୁ ଭେଟିବ। ଏହି ମ୍ୟାଚ ପାଇଁ ଟିକେଟ ବିକ୍ରି ଆରମ୍ଭ ହୋଇଛି। ମାତ୍ର ୪ ଦିନ ମଧ୍ୟରେ ଅଧିକାଂଶ ଟିକେଟ ବିକ୍ରି ହୋଇଯାଇଛି। ଏ ନେଇ କେକେଆର ସହ-ମାଲିକ ଶାହାରୁଖ ଖାନ ଖୁସି ବ୍ୟକ୍ତ କରିଛନ୍ତି। ଇଡେନ ଗାର୍ଡେନ୍ସରେ ଅନୁଷ୍ଠିତ ହେବାକୁ ଥିବା ଏହି ମ୍ୟାଚ ପାଇଁ ପ୍ରଶଂସକମାନଙ୍କ ମଧ୍ୟରେ ଉତ୍ସାହ ଦେଖାଦେଇଛି। bbox=[645, 1276, 860, 1500]
elgar-story bbox=[870, 1170, 1495, 1870]
section-name: ଖେଳ bbox=[1316, 14, 1419, 74]
